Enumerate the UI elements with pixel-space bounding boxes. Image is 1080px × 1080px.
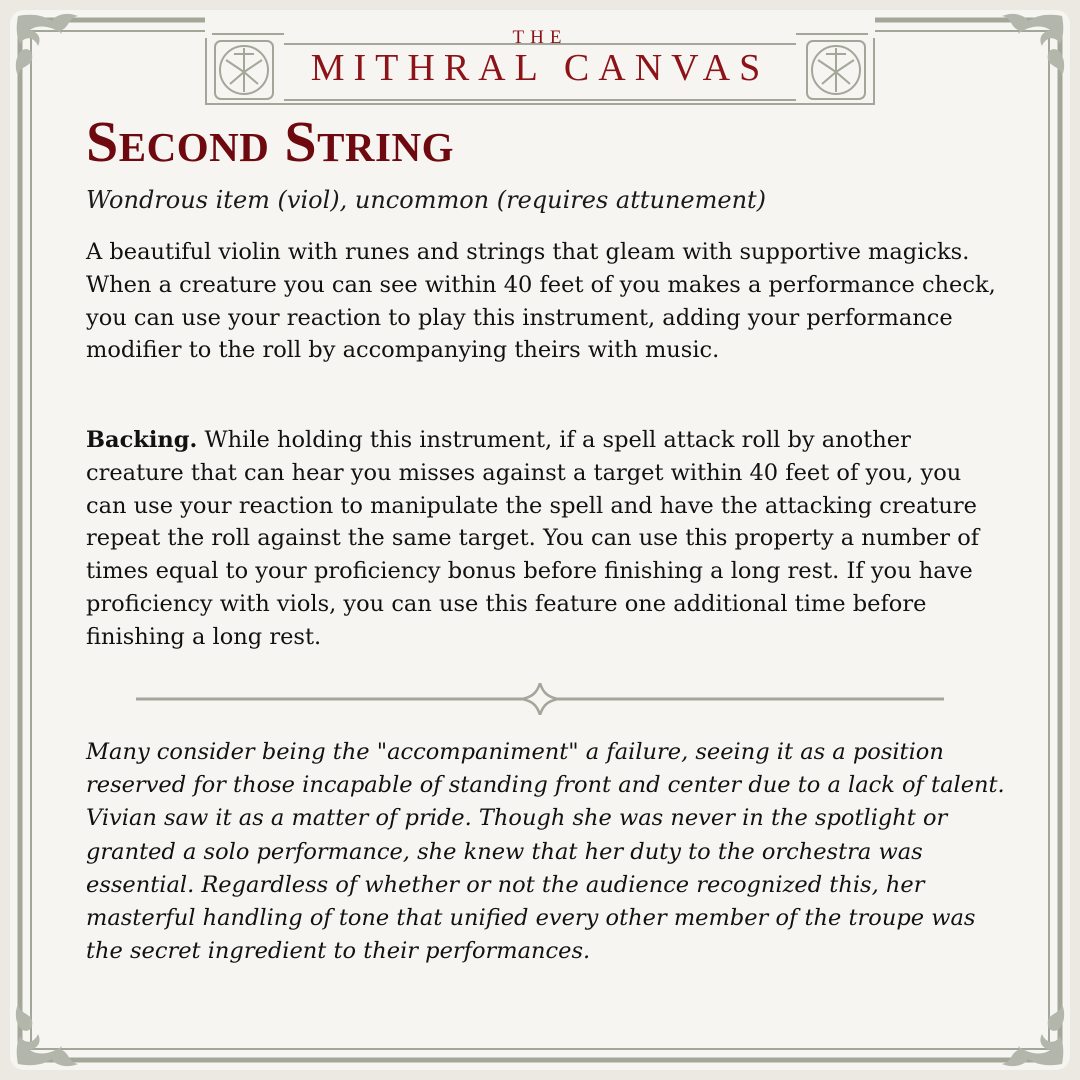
feature-text: While holding this instrument, if a spell attack roll by another creature that can hear you misses against a target within 40 feet of you, you can use your reaction to manipulate the spell and have the attacking creature repeat the roll against the same target. You can use this property a number of times equal to your proficiency bonus before finishing a long rest. If you have proficiency with viols, you can use this feature one additional time before finishing a long rest. [86,427,980,650]
item-type-line: Wondrous item (viol), uncommon (requires attunement) [86,186,767,214]
item-feature [86,424,1006,654]
brand-name: MITHRAL CANVAS [310,47,770,89]
flavor-text: Many consider being the "accompaniment" a failure, seeing it as a position reserved for those incapable of standing front and center due to a lack of talent. Vivian saw it as a matter of pride. Though she was never in the spotlight or granted a solo performance, she knew that her duty to the orchestra was essential. Regardless of whether or not the audience recognized this, her masterful handling of tone that unified every other member of the troupe was the secret ingredient to their performances. [86,739,1005,965]
brand-the: THE [512,27,568,48]
item-title: Second String [86,109,454,174]
item-description: A beautiful violin with runes and strings that gleam with supportive magicks. When a creature you can see within 40 feet of you makes a performance check, you can use your reaction to play this instrument, adding your performance modifier to the roll by accompanying theirs with music. [86,239,996,364]
feature-name: Backing. [86,427,198,453]
diamond-divider-icon [136,683,944,715]
fleur-de-lis-ornament-icon [982,984,1072,1074]
fleur-de-lis-ornament-icon [8,984,98,1074]
